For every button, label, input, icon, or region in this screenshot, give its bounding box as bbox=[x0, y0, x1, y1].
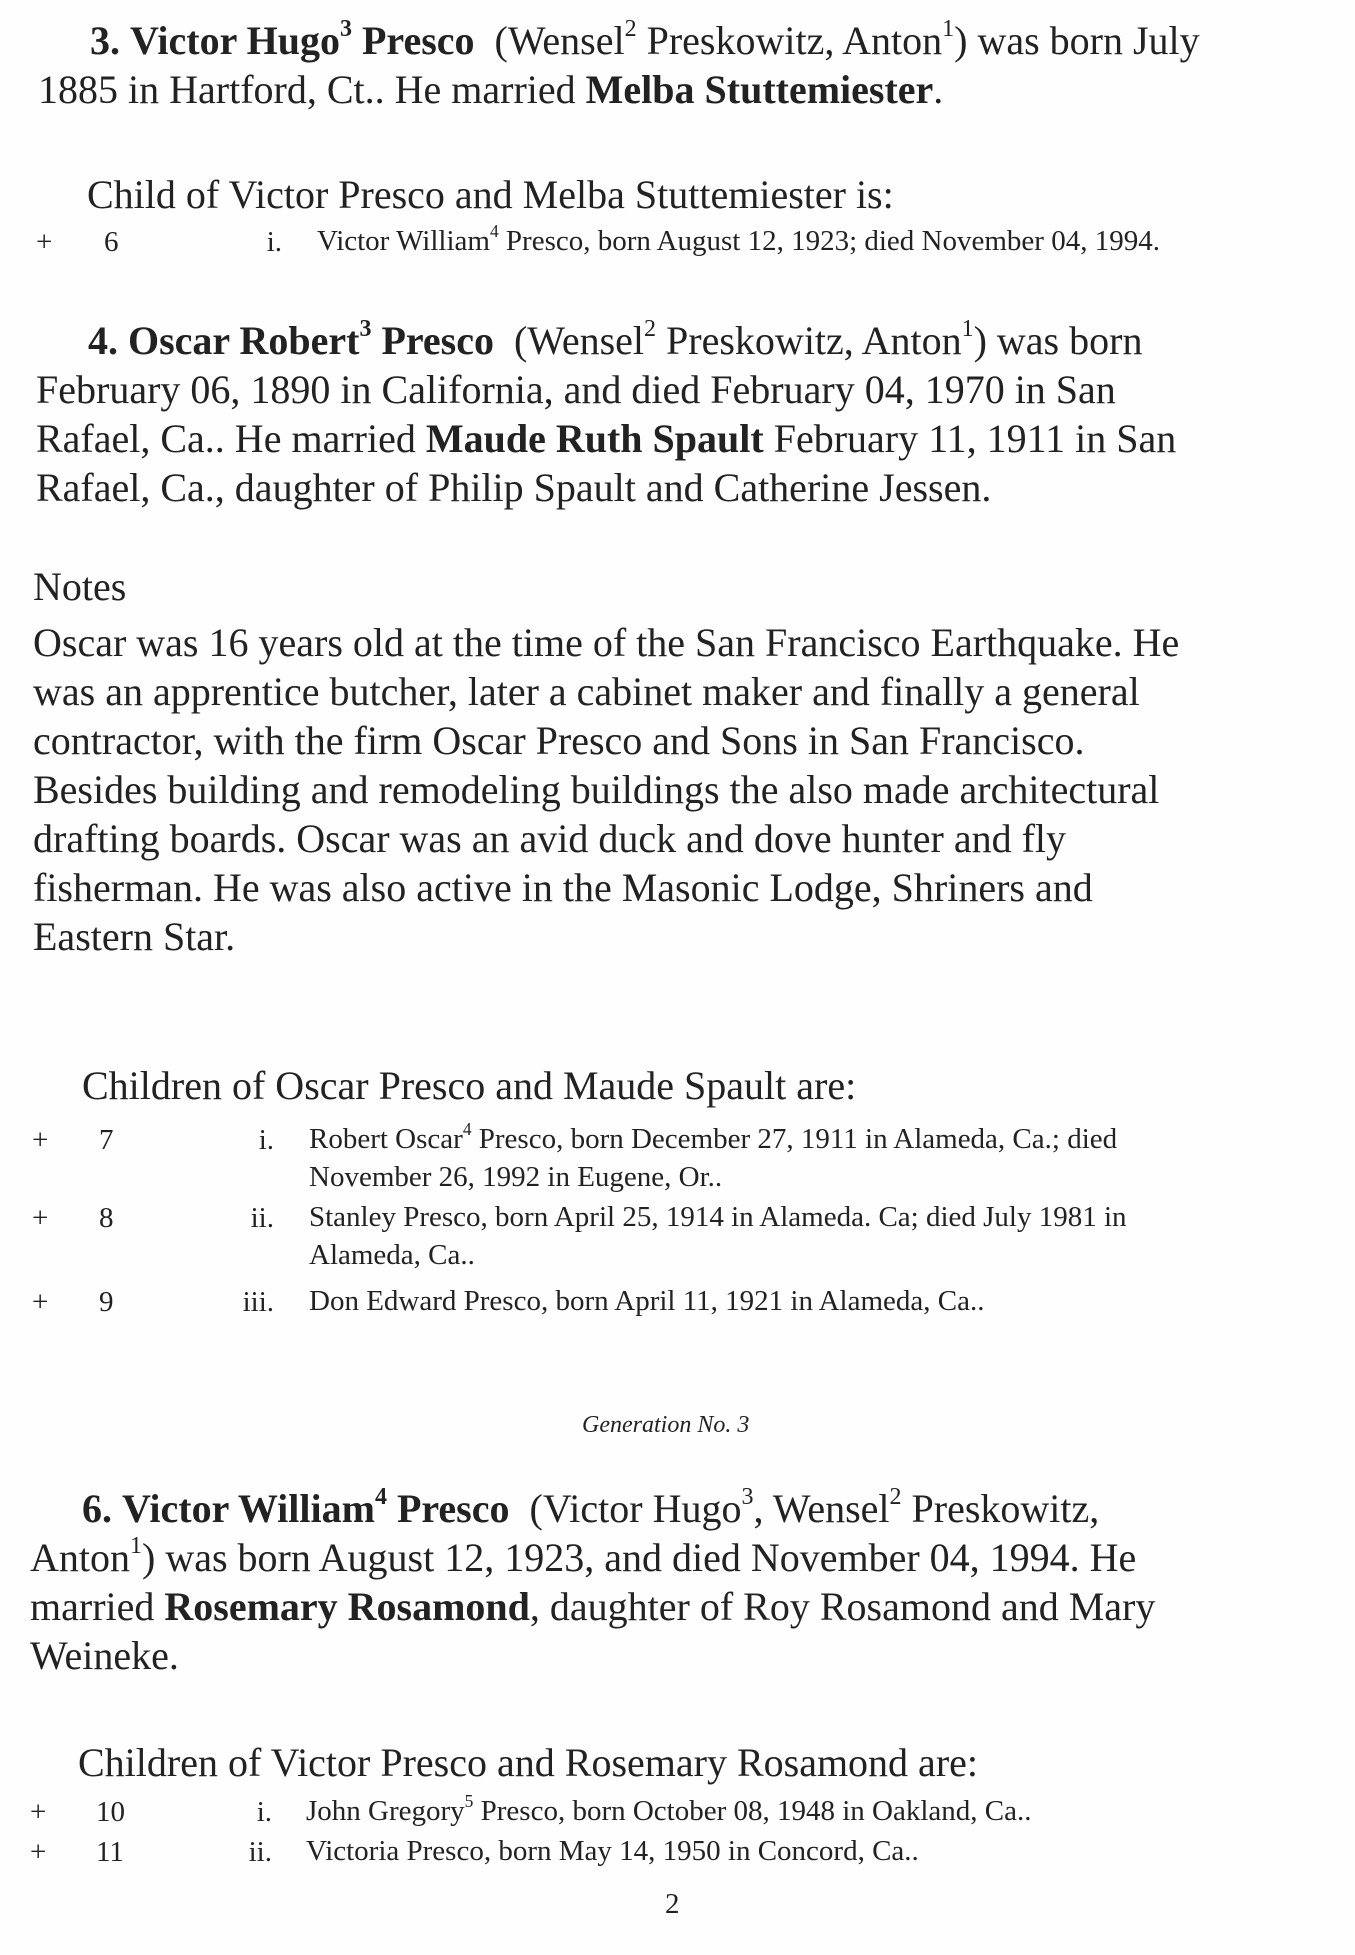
child-text: Robert Oscar$^4$ Presco, born December 27, 1911 in Alameda, Ca.; died bbox=[309, 1118, 1118, 1155]
children-heading: Children of Oscar Presco and Maude Spault are: bbox=[82, 1063, 857, 1108]
record-4-line-4: Rafael, Ca., daughter of Philip Spault and Catherine Jessen. bbox=[36, 465, 992, 510]
child-text-continued: Alameda, Ca.. bbox=[309, 1239, 475, 1271]
plus-marker: + bbox=[32, 1124, 49, 1156]
notes-line: Oscar was 16 years old at the time of the San Francisco Earthquake. He bbox=[33, 620, 1180, 665]
spouse-name: Maude Ruth Spault bbox=[425, 416, 764, 461]
child-roman: i. bbox=[258, 1124, 274, 1156]
notes-heading: Notes bbox=[33, 564, 127, 609]
record-6-line-2: Anton$^1$) was born August 12, 1923, and died November 04, 1994. He bbox=[30, 1533, 1137, 1580]
record-3-line-2: 1885 in Hartford, Ct.. He married Melba Stuttemiester. bbox=[38, 67, 944, 112]
record-6-line-1: 6. Victor William$^4$ Presco (Victor Hugo$^3$, Wensel$^2$ Preskowitz, bbox=[82, 1484, 1100, 1531]
spouse-name: Melba Stuttemiester bbox=[585, 67, 934, 112]
plus-marker: + bbox=[30, 1796, 47, 1828]
generation-superscript: 3 bbox=[359, 316, 372, 342]
child-roman: i. bbox=[266, 226, 282, 258]
person-name: Victor William bbox=[122, 1486, 375, 1531]
record-3-line-1: 3. Victor Hugo$^3$ Presco (Wensel$^2$ Preskowitz, Anton$^1$) was born July bbox=[90, 16, 1200, 63]
child-number: 8 bbox=[99, 1202, 114, 1234]
plus-marker: + bbox=[32, 1202, 49, 1234]
notes-body bbox=[33, 618, 1179, 961]
record-number: 3. bbox=[90, 18, 120, 63]
record-4-line-3: Rafael, Ca.. He married Maude Ruth Spault February 11, 1911 in San bbox=[36, 416, 1177, 461]
record-number: 6. bbox=[82, 1486, 112, 1531]
person-name: Victor Hugo bbox=[130, 18, 340, 63]
record-number: 4. bbox=[88, 318, 118, 363]
notes-line: was an apprentice butcher, later a cabinet maker and finally a general bbox=[33, 669, 1140, 714]
record-4 bbox=[36, 316, 1176, 512]
child-roman: ii. bbox=[248, 1836, 272, 1868]
child-text-continued: November 26, 1992 in Eugene, Or.. bbox=[309, 1161, 723, 1193]
record-4-line-2: February 06, 1890 in California, and died February 04, 1970 in San bbox=[36, 367, 1116, 412]
person-surname: Presco bbox=[381, 318, 494, 363]
child-number: 7 bbox=[99, 1124, 114, 1156]
plus-marker: + bbox=[32, 1286, 49, 1318]
child-text: Stanley Presco, born April 25, 1914 in Alameda. Ca; died July 1981 in bbox=[309, 1201, 1127, 1233]
child-number: 11 bbox=[96, 1836, 124, 1868]
spouse-name: Rosemary Rosamond bbox=[164, 1584, 530, 1629]
child-roman: ii. bbox=[250, 1202, 274, 1234]
notes-line: contractor, with the firm Oscar Presco and Sons in San Francisco. bbox=[33, 718, 1085, 763]
plus-marker: + bbox=[36, 226, 53, 258]
person-name: Oscar Robert bbox=[128, 318, 360, 363]
child-text: John Gregory$^5$ Presco, born October 08, 1948 in Oakland, Ca.. bbox=[306, 1790, 1032, 1827]
notes-line: fisherman. He was also active in the Masonic Lodge, Shriners and bbox=[33, 865, 1093, 910]
plus-marker: + bbox=[30, 1836, 47, 1868]
record-6-line-4: Weineke. bbox=[30, 1633, 179, 1678]
notes-line: Besides building and remodeling buildings the also made architectural bbox=[33, 767, 1160, 812]
record-6 bbox=[30, 1484, 1155, 1680]
person-surname: Presco bbox=[396, 1486, 510, 1531]
record-6-line-3: married Rosemary Rosamond, daughter of Roy Rosamond and Mary bbox=[30, 1584, 1156, 1629]
child-roman: iii. bbox=[242, 1286, 274, 1318]
generation-superscript: 3 bbox=[339, 16, 352, 42]
child-number: 9 bbox=[99, 1286, 114, 1318]
child-text: Victor William$^4$ Presco, born August 12, 1923; died November 04, 1994. bbox=[317, 220, 1160, 257]
record-4-line-1: 4. Oscar Robert$^3$ Presco (Wensel$^2$ Preskowitz, Anton$^1$) was born bbox=[88, 316, 1143, 363]
child-number: 6 bbox=[104, 226, 119, 258]
generation-heading: Generation No. 3 bbox=[582, 1412, 750, 1438]
child-text: Don Edward Presco, born April 11, 1921 in Alameda, Ca.. bbox=[309, 1285, 985, 1317]
child-roman: i. bbox=[256, 1796, 272, 1828]
notes-line: drafting boards. Oscar was an avid duck and dove hunter and fly bbox=[33, 816, 1067, 861]
generation-superscript: 4 bbox=[374, 1484, 387, 1510]
children-heading: Child of Victor Presco and Melba Stuttemiester is: bbox=[87, 172, 894, 217]
page-number: 2 bbox=[665, 1888, 680, 1920]
child-number: 10 bbox=[96, 1796, 125, 1828]
children-heading: Children of Victor Presco and Rosemary Rosamond are: bbox=[78, 1740, 978, 1785]
child-text: Victoria Presco, born May 14, 1950 in Concord, Ca.. bbox=[306, 1835, 919, 1867]
record-3 bbox=[38, 16, 1200, 114]
person-surname: Presco bbox=[361, 18, 475, 63]
notes-line: Eastern Star. bbox=[33, 914, 236, 959]
